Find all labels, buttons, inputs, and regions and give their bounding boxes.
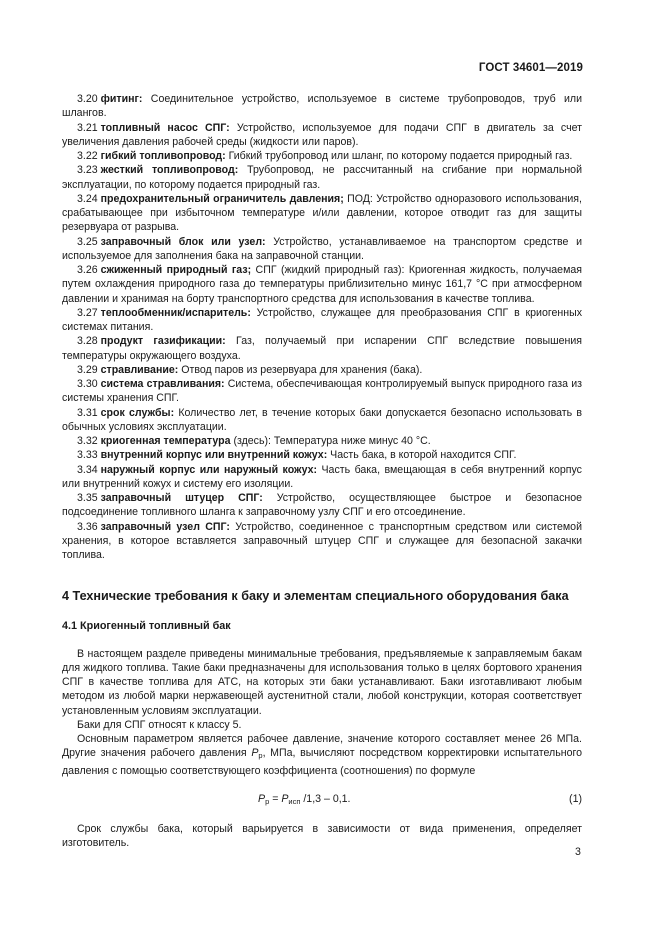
definition-item [62, 334, 582, 363]
definition-term: гибкий топливопровод: [100, 150, 226, 162]
definition-text: Система, обеспечивающая контролируемый выпуск природного газа из системы хранения СПГ. [62, 378, 582, 405]
definition-item [62, 377, 582, 406]
definition-item [62, 149, 582, 163]
definition-term: заправочный штуцер СПГ: [100, 492, 263, 504]
definition-term: наружный корпус или наружный кожух: [100, 463, 318, 476]
definition-text: Газ, получаемый при испарении СПГ вследствие повышения температуры окружающего воздуха. [62, 335, 582, 362]
formula-lhs-var: P [258, 792, 266, 805]
formula-1 [62, 790, 582, 810]
definition-term: криогенная температура [100, 435, 231, 447]
formula-lhs-sub: р [265, 796, 270, 806]
definition-term: срок службы: [100, 406, 175, 419]
definition-term: жесткий топливопровод: [100, 164, 239, 177]
definition-number: 3.25 [77, 235, 98, 248]
definition-number: 3.21 [77, 121, 98, 134]
definition-item [62, 92, 582, 121]
definition-text: Устройство, используемое для подачи СПГ в двигатель за счет увеличения давления рабочей среды (жидкости или паров). [62, 121, 582, 148]
pressure-paragraph [62, 732, 582, 778]
definition-number: 3.26 [77, 264, 98, 276]
definition-text: Устройство, устанавливаемое на транспортом средстве и используемое для заполнения бака на заправочной станции. [62, 235, 582, 262]
definition-item [62, 406, 582, 435]
definition-item [62, 235, 582, 264]
definition-number: 3.33 [77, 449, 98, 462]
definition-number: 3.23 [77, 164, 98, 177]
formula-expression [258, 792, 350, 809]
definition-text: Устройство, соединенное с транспортным средством или системой хранения, в которое вставляется заправочный штуцер СПГ и служащее для безопасной закачки топлива. [62, 520, 582, 561]
definition-text: Устройство, осуществляющее быстрое и безопасное подсоединение топливного шланга к заправочному узлу СПГ и его отсоединение. [62, 492, 582, 519]
definition-number: 3.34 [77, 463, 98, 476]
document-header-id: ГОСТ 34601—2019 [478, 62, 583, 74]
definition-number: 3.28 [77, 335, 98, 348]
definition-number: 3.35 [77, 492, 98, 504]
definition-term: продукт газификации: [100, 335, 226, 348]
definition-text: Устройство, служащее для преобразования СПГ в криогенных системах питания. [62, 306, 582, 333]
definition-term: предохранительный ограничитель давления; [100, 192, 344, 205]
definition-item [62, 363, 582, 377]
definition-term: фитинг: [100, 93, 143, 105]
definition-text: Отвод паров из резервуара для хранения (бака). [178, 363, 423, 376]
paragraph-service-life: Срок службы бака, который варьируется в зависимости от вида применения, определяет изготовитель. [62, 822, 582, 849]
definition-text: ПОД: Устройство одноразового использования, срабатывающее при избыточном температуре и/или давлении, которое отводит газ для защиты резервуара от разрыва. [62, 192, 582, 234]
definition-term: система стравливания: [100, 378, 225, 390]
formula-equals: = [269, 792, 282, 805]
definition-text: СПГ (жидкий природный газ): Криогенная жидкость, получаемая путем охлаждения природного газа до температуры приблизительно минус 161,7 °С при атмосферном давлении и хранимая на борту транспортного средства для использования в качестве топлива. [62, 264, 582, 305]
definition-number: 3.22 [77, 150, 98, 162]
definition-term: сжиженный природный газ; [100, 264, 252, 276]
definition-term: топливный насос СПГ: [100, 121, 230, 134]
page-content [62, 92, 582, 850]
definition-term: стравливание: [100, 363, 179, 376]
definition-item [62, 463, 582, 492]
definition-item [62, 163, 582, 192]
definition-item [62, 434, 582, 448]
definition-term: теплообменник/испаритель: [100, 306, 251, 319]
definition-number: 3.20 [77, 93, 98, 105]
formula-number: (1) [569, 792, 582, 805]
definition-text: Часть бака, в которой находится СПГ. [327, 449, 517, 462]
subsection-4-1-title: 4.1 Криогенный топливный бак [62, 620, 231, 633]
definition-term: заправочный блок или узел: [100, 235, 266, 248]
definition-item [62, 121, 582, 150]
definitions-list [62, 92, 582, 562]
definition-number: 3.30 [77, 378, 98, 390]
definition-item [62, 520, 582, 563]
definition-number: 3.24 [77, 192, 98, 205]
pressure-var: P [251, 747, 259, 760]
definition-number: 3.31 [77, 406, 98, 419]
definition-text: Часть бака, вмещающая в себя внутренний корпус или внутренний кожух и систему его изоляции. [62, 463, 582, 490]
definition-text: Соединительное устройство, используемое в системе трубопроводов, труб или шлангов. [62, 93, 582, 120]
definition-text: Трубопровод, не рассчитанный на сгибание при нормальной эксплуатации, по которому подается природный газ. [62, 164, 582, 191]
formula-rhs-var: P [281, 792, 289, 805]
definition-term: заправочный узел СПГ: [100, 520, 230, 533]
paragraph: В настоящем разделе приведены минимальные требования, предъявляемые к заправляемым бакам для жидкого топлива. Такие баки предназначены для использования только в целях бортового хранения СПГ в качестве топлива для АТС, на которых эти баки устанавливают. Баки изготавливают любым методом из любой марки нержавеющей аустенитной стали, любой конструкции, которая соответствует установленным условиям эксплуатации. [62, 647, 582, 717]
definition-text: (здесь): Температура ниже минус 40 °С. [230, 435, 431, 447]
definition-item [62, 448, 582, 462]
page-number: 3 [575, 846, 581, 858]
formula-rhs-sub: исп [288, 796, 301, 806]
definition-item [62, 306, 582, 335]
definition-item [62, 491, 582, 520]
definition-text: Количество лет, в течение которых баки допускается безопасно использовать в обычных условиях эксплуатации. [62, 406, 583, 433]
paragraph: Баки для СПГ относят к классу 5. [77, 718, 242, 731]
pressure-text-1: Основным параметром является рабочее давление, значение которого составляет менее 26 МПа. Другие значения рабочего давления [62, 733, 582, 760]
formula-tail: /1,3 – 0,1. [300, 792, 351, 805]
definition-number: 3.27 [77, 306, 98, 319]
pressure-var-sub: р [258, 751, 263, 761]
definition-number: 3.32 [77, 435, 98, 447]
definition-term: внутренний корпус или внутренний кожух: [100, 449, 328, 462]
definition-item [62, 263, 582, 306]
definition-number: 3.36 [77, 520, 98, 533]
pressure-text-2: , МПа, вычисляют посредством корректировки испытательного давления с помощью соответствующего коэффициента (соотношения) по формуле [62, 747, 583, 777]
definition-item [62, 192, 582, 235]
section-4-title: 4 Технические требования к баку и элементам специального оборудования бака [62, 589, 569, 604]
definition-number: 3.29 [77, 363, 98, 376]
definition-text: Гибкий трубопровод или шланг, по которому подается природный газ. [225, 150, 573, 162]
